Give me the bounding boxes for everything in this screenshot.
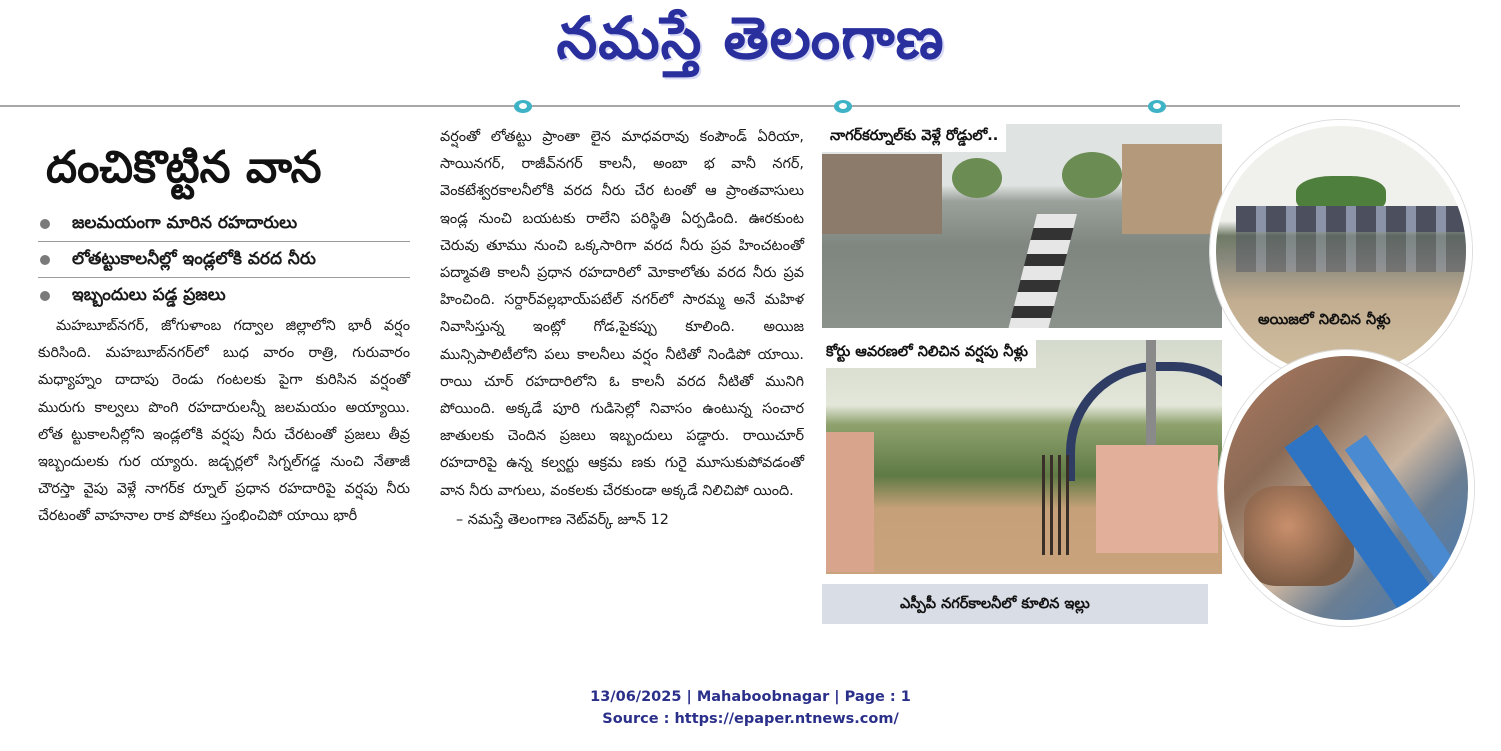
- collapsed-house-photo: [1218, 350, 1474, 626]
- aija-flood-photo: [1210, 120, 1472, 382]
- footer-source: Source : https://epaper.ntnews.com/: [602, 711, 899, 727]
- aija-photo-caption: అయిజలో నిలిచిన నీళ్లు: [1258, 312, 1391, 328]
- street-photo-caption: నాగర్‌కర్నూల్‌కు వెళ్లే రోడ్డులో..: [822, 124, 1006, 152]
- road-divider-shape: [1007, 214, 1077, 328]
- article-bullet: [38, 278, 410, 313]
- logo-mark-icon: [1148, 100, 1166, 113]
- article-bullet: [38, 242, 410, 278]
- page-footer: [0, 686, 1501, 730]
- article-middle-column: [440, 124, 804, 533]
- street-flood-photo: [822, 124, 1222, 328]
- bullet-dot-icon: [40, 291, 50, 301]
- gate-shape: [1042, 455, 1074, 555]
- tree-shape: [952, 158, 1002, 198]
- tree-shape: [1062, 152, 1122, 198]
- article-bullet: [38, 206, 410, 242]
- newspaper-name: నమస్తే తెలంగాణ: [556, 4, 945, 72]
- logo-mark-icon: [834, 100, 852, 113]
- article-byline: – నమస్తే తెలంగాణ నెట్‌వర్క్ జూన్ 12: [456, 511, 669, 528]
- court-photo-caption: కోర్టు ఆవరణలో నిలిచిన వర్షపు నీళ్లు: [818, 340, 1036, 368]
- footer-date-edition: 13/06/2025 | Mahaboobnagar | Page : 1: [590, 689, 911, 705]
- water-reflection-shape: [1236, 232, 1466, 272]
- logo-mark-icon: [514, 100, 532, 113]
- wall-shape: [1096, 445, 1218, 553]
- bullet-text: జలమయంగా మారిన రహదారులు: [72, 213, 298, 233]
- bullet-text: ఇబ్బందులు పడ్డ ప్రజలు: [72, 285, 226, 305]
- wall-shape: [826, 432, 874, 572]
- section-divider: [0, 105, 1460, 107]
- masthead: [0, 0, 1501, 86]
- article-body-middle: వర్షంతో లోతట్టు ప్రాంతా లైన మాధవరావు కంపౌండ్ ఏరియా, సాయినగర్, రాజీవ్‌నగర్ కాలనీ, అంబా భ వానీ నగర్, వెంకటేశ్వరకాలనీలోకి వరద నీరు చేర టంతో ఆ ప్రాంతవాసులు ఇండ్ల నుంచి బయటకు రాలేని పరిస్థితి ఏర్పడింది. ఊరకుంట చెరువు తూము నుంచి ఒక్కసారిగా వరద నీరు ప్రవ హించటంతో పద్మావతి కాలనీ ప్రధాన రహదారిలో మోకాలోతు వరద నీరు ప్రవ హించింది. సర్దార్‌వల్లభాయ్‌పటేల్ నగర్‌లో సారమ్మ అనే మహిళ నివాసిస్తున్న ఇంట్లో గోడ,పైకప్పు కూలింది. అయిజ మున్సిపాలిటీలోని పలు కాలనీలు వర్షం నీటితో నిండిపో యాయి. రాయి చూర్ రహదారిలోని ఓ కాలనీ వరద నీటితో మునిగి పోయింది. అక్కడే పూరి గుడిసెల్లో నివాసం ఉంటున్న సంచార జాతులకు చెందిన ప్రజలు ఇబ్బందులు పడ్డారు. రాయిచూర్ రహదారిపై ఉన్న కల్వర్టు ఆక్రమ ణకు గురై మూసుకుపోవడంతో వాన నీరు వాగులు, వంకలకు చేరకుండా అక్కడే నిలిచిపో యింది.: [440, 129, 804, 499]
- article-left-column: [38, 138, 410, 531]
- bullet-dot-icon: [40, 219, 50, 229]
- trucks-shape: [1236, 206, 1466, 232]
- house-photo-caption: ఎస్పీపీ నగర్‌కాలనీలో కూలిన ఇల్లు: [900, 596, 1090, 612]
- bullet-text: లోతట్టుకాలనీల్లో ఇండ్లలోకి వరద నీరు: [72, 249, 316, 269]
- article-headline: దంచికొట్టిన వాన: [46, 142, 322, 193]
- building-shape: [822, 154, 942, 234]
- bullet-dot-icon: [40, 255, 50, 265]
- court-flood-photo: [826, 340, 1222, 574]
- building-shape: [1122, 144, 1222, 234]
- article-body-left: మహబూబ్‌నగర్, జోగుళాంబ గద్వాల జిల్లాలోని భారీ వర్షం కురిసింది. మహబూబ్‌నగర్‌లో బుధ వారం రాత్రి, గురువారం మధ్యాహ్నం దాదాపు రెండు గంటలకు పైగా కురిసిన వర్షంతో మురుగు కాల్వలు పొంగి రహదారులన్నీ జలమయం అయ్యాయి. లోత ట్టుకాలనీల్లోని ఇండ్లలోకి వర్షపు నీరు చేరటంతో ప్రజలు తీవ్ర ఇబ్బందులకు గుర య్యారు. జడ్చర్లలో సిగ్నల్‌గడ్డ నుంచి నేతాజీ చౌరస్తా వైపు వెళ్లే నాగర్‌క ర్నూల్ ప్రధాన రహదారిపై వర్షపు నీరు చేరటంతో వాహనాల రాక పోకలు స్తంభించిపో యాయి భారీ: [38, 318, 410, 525]
